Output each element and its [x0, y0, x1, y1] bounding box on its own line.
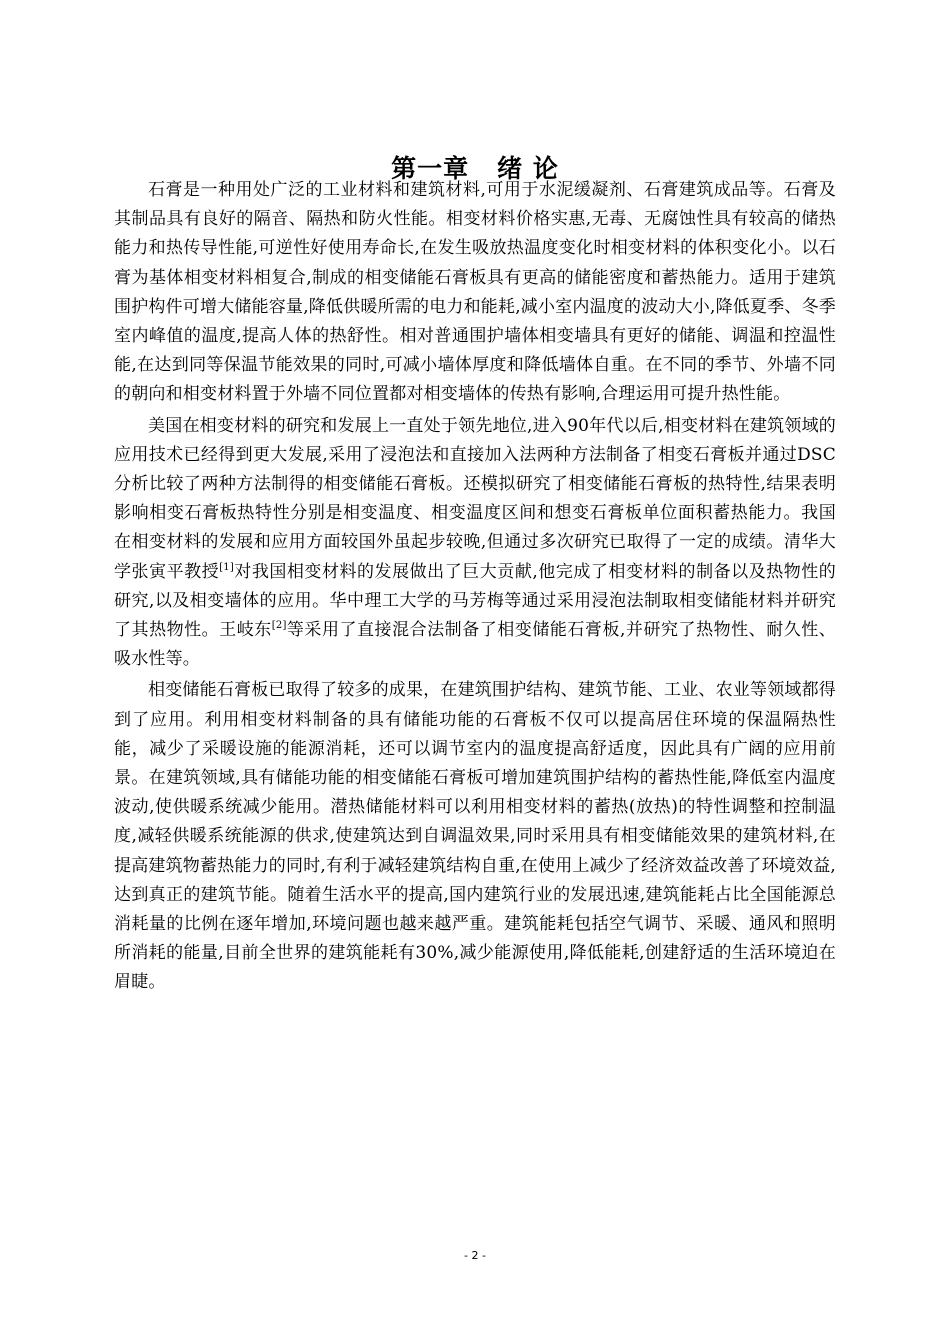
body-text [114, 176, 836, 998]
paragraph-1 [114, 176, 836, 410]
page-number: - 2 - [464, 1249, 486, 1262]
paragraph-2-text-a: 美国在相变材料的研究和发展上一直处于领先地位,进入90年代以后,相变材料在建筑领域的应用技术已经得到更大发展,采用了浸泡法和直接加入法两种方法制备了相变石膏板并通过DSC分析比较了两种方法制得的相变储能石膏板。还模拟研究了相变储能石膏板的热特性,结果表明影响相变石膏板热特性分别是相变温度、相变温度区间和想变石膏板单位面积蓄热能力。我国在相变材料的发展和应用方面较国外虽起步较晚,但通过多次研究已取得了一定的成绩。清华大学张寅平教授 [114, 415, 836, 582]
paragraph-3 [114, 676, 836, 997]
paragraph-2-text-b: 对我国相变材料的发展做出了巨大贡献,他完成了相变材料的制备以及热物性的研究,以及相变墙体的应用。华中理工大学的马芳梅等通过采用浸泡法制取相变储能材料并研究了其热物性。王岐东 [114, 561, 837, 641]
paragraph-2 [114, 412, 836, 675]
citation-ref-1[interactable]: [1] [219, 561, 234, 573]
citation-ref-2[interactable]: [2] [271, 620, 287, 632]
chapter-name: 绪 论 [497, 153, 559, 183]
paragraph-2-text-c: 等采用了直接混合法制备了相变储能石膏板,并研究了热物性、耐久性、吸水性等。 [114, 620, 836, 670]
chapter-number: 第一章 [391, 153, 470, 183]
paragraph-3-text: 相变储能石膏板已取得了较多的成果，在建筑围护结构、建筑节能、工业、农业等领域都得到了应用。利用相变材料制备的具有储能功能的石膏板不仅可以提高居住环境的保温隔热性能，减少了采暖设施的能源消耗，还可以调节室内的温度提高舒适度，因此具有广阔的应用前景。在建筑领域,具有储能功能的相变储能石膏板可增加建筑围护结构的蓄热性能,降低室内温度波动,使供暖系统减少能用。潜热储能材料可以利用相变材料的蓄热(放热)的特性调整和控制温度,减轻供暖系统能源的供求,使建筑达到自调温效果,同时采用具有相变储能效果的建筑材料,在提高建筑物蓄热能力的同时,有利于减轻建筑结构自重,在使用上减少了经济效益改善了环境效益,达到真正的建筑节能。随着生活水平的提高,国内建筑行业的发展迅速,建筑能耗占比全国能源总消耗量的比例在逐年增加,环境问题也越来越严重。建筑能耗包括空气调节、采暖、通风和照明所消耗的能量,目前全世界的建筑能耗有30%,减少能源使用,降低能耗,创建舒适的生活环境迫在眉睫。 [114, 680, 837, 993]
paragraph-1-text: 石膏是一种用处广泛的工业材料和建筑材料,可用于水泥缓凝剂、石膏建筑成品等。石膏及其制品具有良好的隔音、隔热和防火性能。相变材料价格实惠,无毒、无腐蚀性具有较高的储热能力和热传导性能,可逆性好使用寿命长,在发生吸放热温度变化时相变材料的体积变化小。以石膏为基体相变材料相复合,制成的相变储能石膏板具有更高的储能密度和蓄热能力。适用于建筑围护构件可增大储能容量,降低供暖所需的电力和能耗,减小室内温度的波动大小,降低夏季、冬季室内峰值的温度,提高人体的热舒性。相对普通围护墙体相变墙具有更好的储能、调温和控温性能,在达到同等保温节能效果的同时,可减小墙体厚度和降低墙体自重。在不同的季节、外墙不同的朝向和相变材料置于外墙不同位置都对相变墙体的传热有影响,合理运用可提升热性能。 [114, 180, 837, 405]
